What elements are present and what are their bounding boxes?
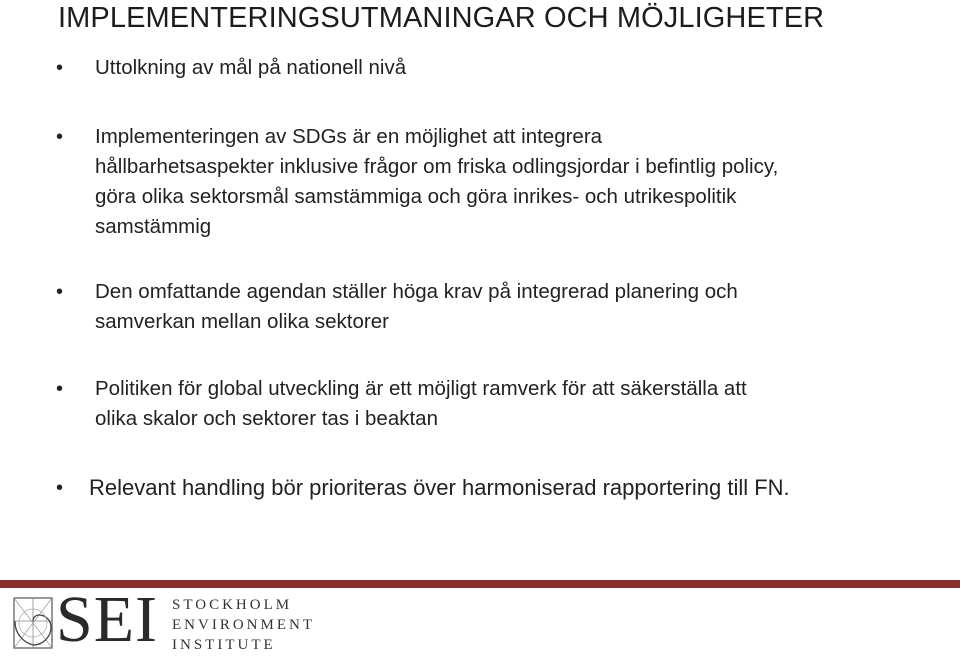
org-name-line: STOCKHOLM [172, 597, 293, 613]
org-name-line: INSTITUTE [172, 637, 276, 653]
bullet-icon: • [56, 281, 64, 303]
org-name-line: ENVIRONMENT [172, 617, 315, 633]
bullet-item [95, 122, 885, 242]
bullet-line: Relevant handling bör prioriteras över harmoniserad rapportering till FN. [89, 475, 790, 500]
bullet-line: Implementeringen av SDGs är en möjlighet att integrera [95, 125, 603, 148]
sei-golden-spiral-icon [13, 597, 53, 649]
bullet-line: göra olika sektorsmål samstämmiga och göra inrikes- och utrikespolitik [95, 185, 737, 208]
bullet-icon: • [56, 126, 64, 148]
bullet-icon: • [56, 57, 64, 79]
bullet-line: samstämmig [95, 215, 212, 238]
bullet-item [95, 374, 885, 434]
bullet-line: Politiken för global utveckling är ett möjligt ramverk för att säkerställa att [95, 377, 747, 400]
slide-title: IMPLEMENTERINGSUTMANINGAR OCH MÖJLIGHETER [58, 2, 825, 34]
sei-logo-letters: SEI [56, 583, 158, 656]
bullet-line: hållbarhetsaspekter inklusive frågor om friska odlingsjordar i befintlig policy, [95, 155, 779, 178]
bullet-icon: • [56, 477, 64, 499]
bullet-item [95, 53, 885, 83]
bullet-line: Uttolkning av mål på nationell nivå [95, 56, 407, 79]
bullet-item [89, 473, 929, 503]
bullet-line: olika skalor och sektorer tas i beaktan [95, 407, 438, 430]
bullet-icon: • [56, 378, 64, 400]
bullet-line: samverkan mellan olika sektorer [95, 310, 389, 333]
bullet-line: Den omfattande agendan ställer höga krav på integrerad planering och [95, 280, 738, 303]
bullet-item [95, 277, 885, 337]
